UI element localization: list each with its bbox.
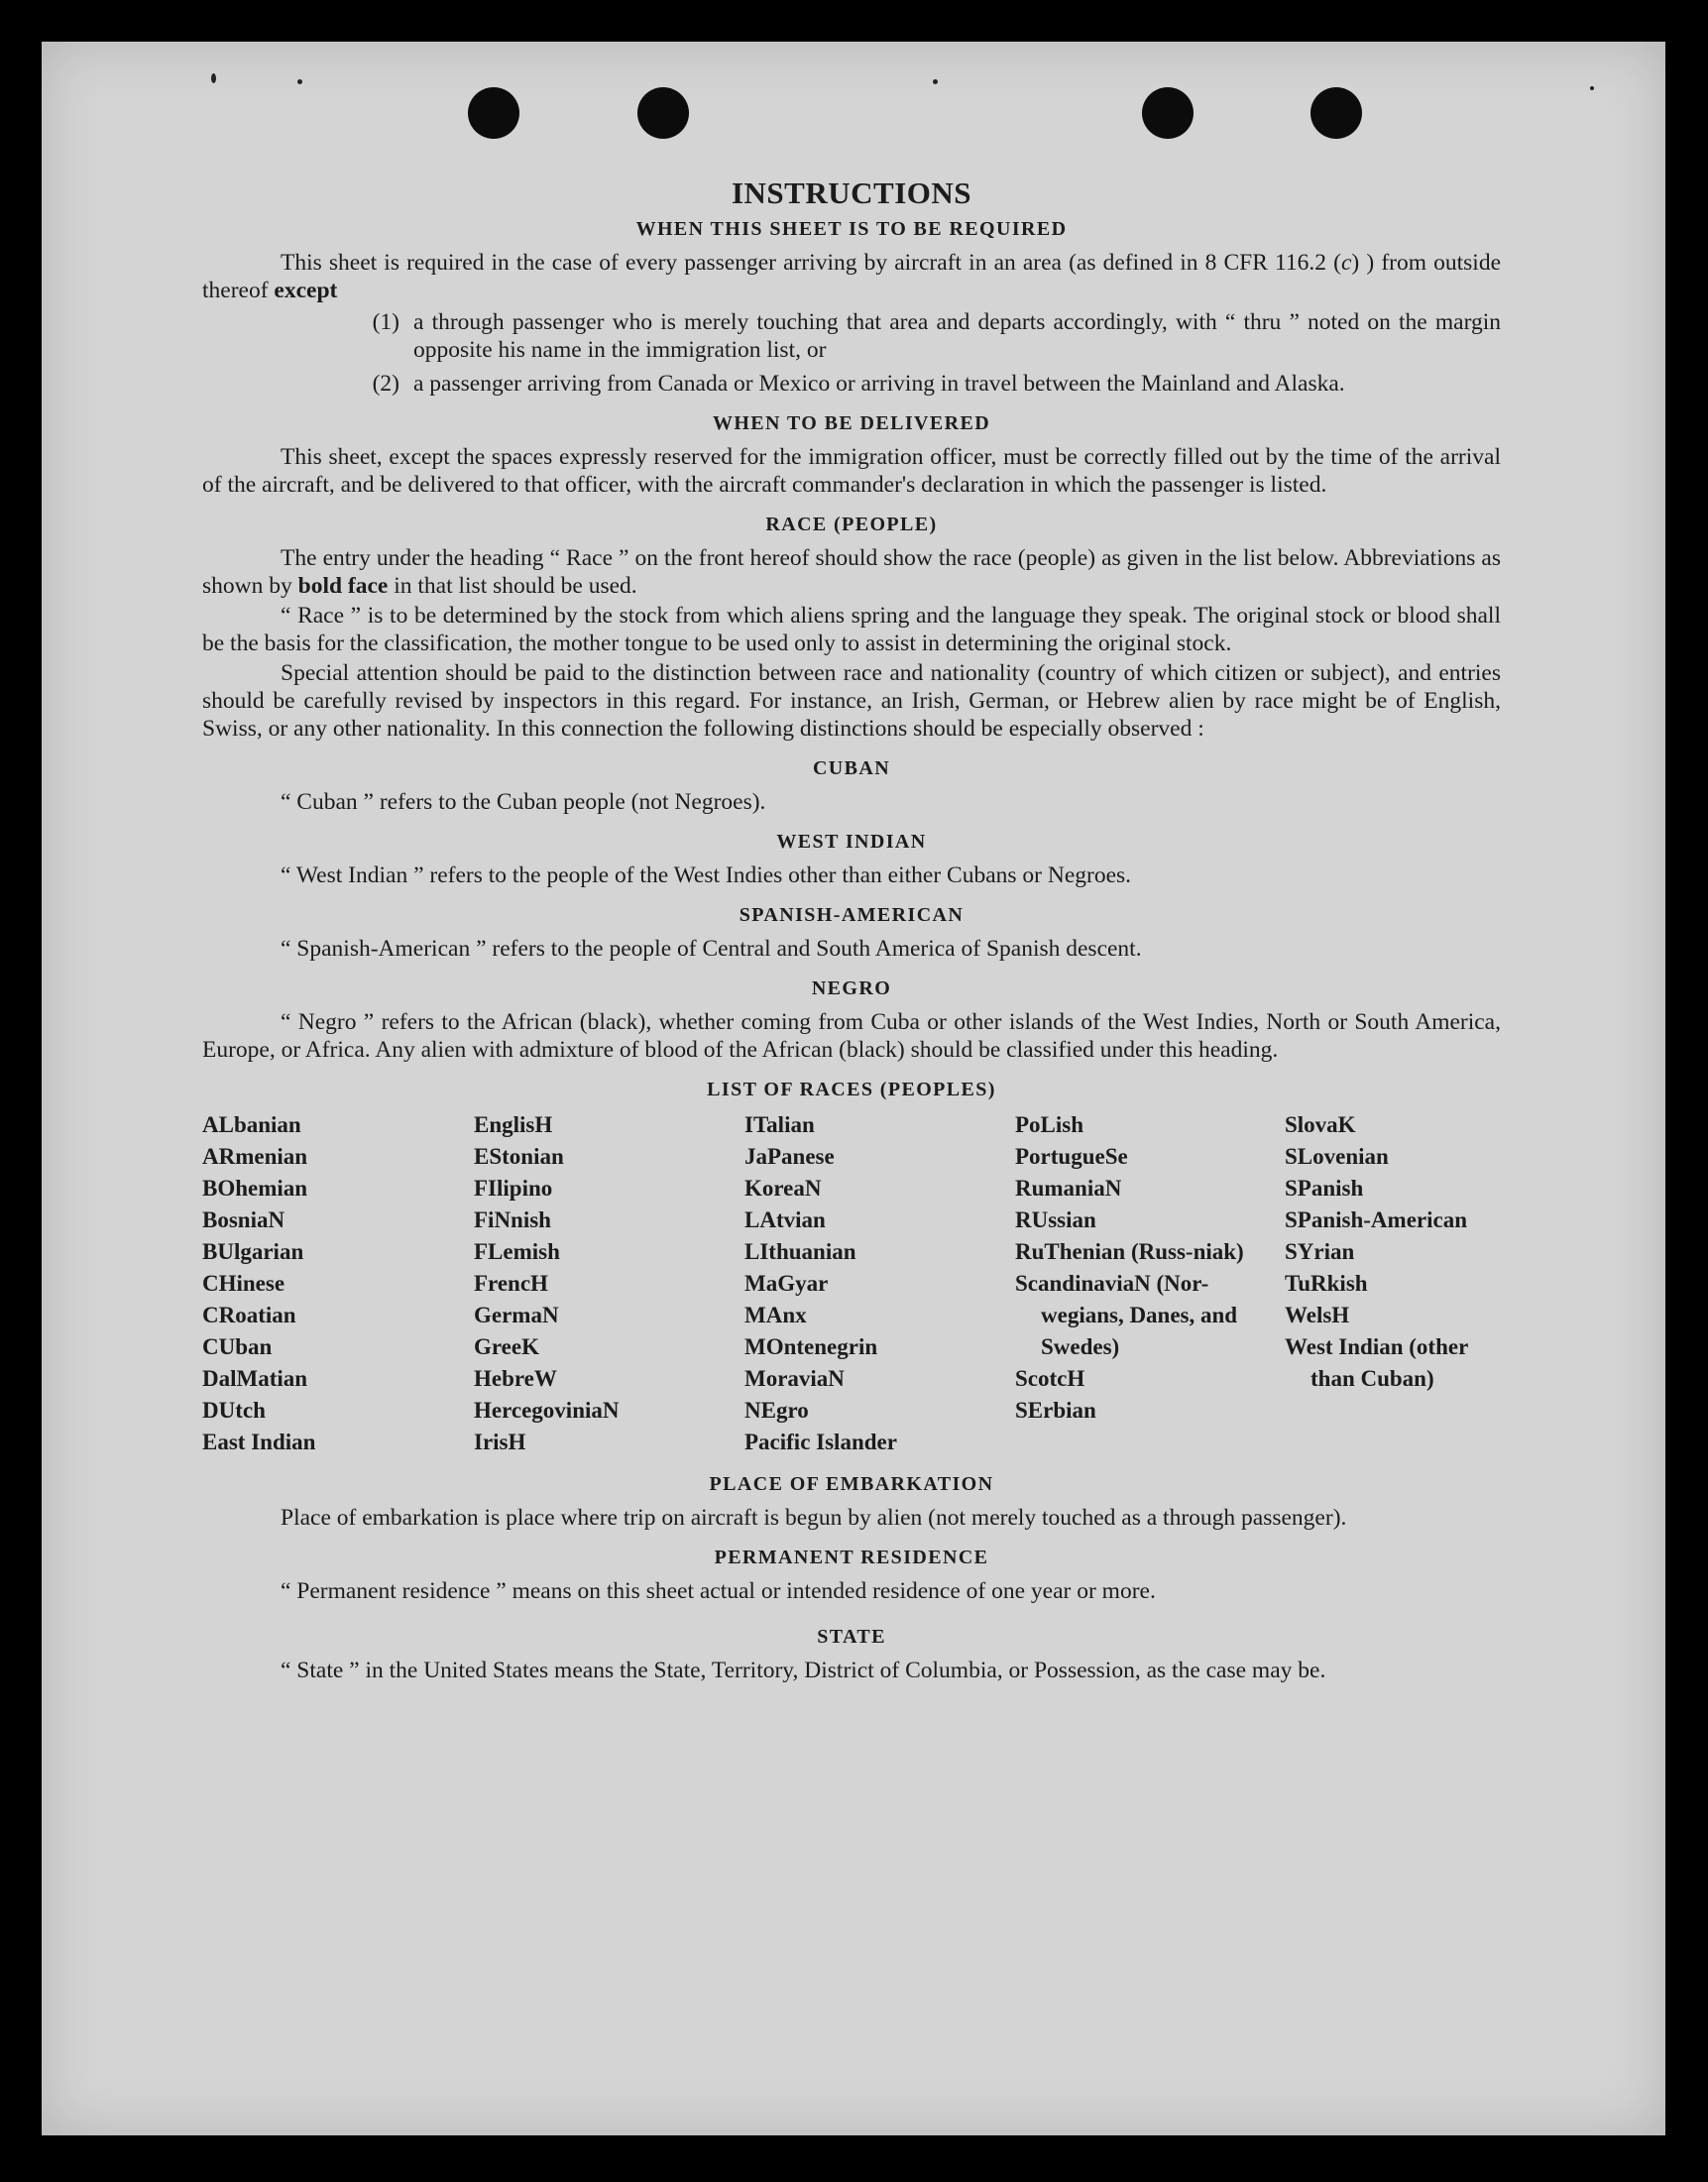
race-entry: MoraviaN xyxy=(744,1366,845,1391)
race-entry: MAnx xyxy=(744,1303,807,1327)
section-heading: WHEN TO BE DELIVERED xyxy=(712,412,991,434)
paragraph: This sheet, except the spaces expressly reserved for the immigration officer, must be correctly filled out by the time of the arrival of the aircraft, and be delivered to that officer, with the aircraft commander's declaration in which the passenger is listed. xyxy=(202,444,1501,498)
section-heading: CUBAN xyxy=(812,757,891,779)
paragraph: “ Permanent residence ” means on this sheet actual or intended residence of one year or more. xyxy=(281,1578,1156,1604)
punch-hole-icon xyxy=(1142,87,1194,139)
race-entry: SErbian xyxy=(1015,1398,1096,1423)
punch-hole-icon xyxy=(1310,87,1362,139)
race-entry: IrisH xyxy=(474,1430,526,1454)
speck-icon xyxy=(1590,86,1594,90)
race-entry: East Indian xyxy=(202,1430,316,1454)
section-heading: PLACE OF EMBARKATION xyxy=(709,1473,994,1495)
section-when-required xyxy=(202,217,1501,398)
race-entry: MaGyar xyxy=(744,1271,829,1296)
race-entry: RUssian xyxy=(1015,1207,1096,1232)
race-entry: FrencH xyxy=(474,1271,548,1296)
race-entry: TuRkish xyxy=(1285,1271,1368,1296)
paragraph: “ Race ” is to be determined by the stock from which aliens spring and the language they speak. The original stock or blood shall be the basis for the classification, the mother tongue to be used only to assist in determining the original stock. xyxy=(202,603,1501,656)
races-table xyxy=(202,1109,1501,1458)
paragraph: The entry under the heading “ Race ” on the front hereof should show the race (people) as given in the list below. Abbreviations as shown by bold face in that list should be used. xyxy=(202,545,1501,599)
paragraph: This sheet is required in the case of every passenger arriving by aircraft in an area (as defined in 8 CFR 116.2 (c) ) from outside thereof except xyxy=(202,250,1502,303)
section-list-of-races xyxy=(202,1078,1501,1458)
section-state xyxy=(202,1625,1501,1684)
list-item-number: (2) xyxy=(372,371,399,397)
document-page xyxy=(42,42,1665,2135)
punch-hole-icon xyxy=(468,87,519,139)
race-entry: DalMatian xyxy=(202,1366,308,1391)
race-entry: HercegoviniaN xyxy=(474,1398,620,1423)
race-entry: FiNnish xyxy=(474,1207,551,1232)
paragraph: “ West Indian ” refers to the people of the West Indies other than either Cubans or Negroes. xyxy=(281,862,1132,888)
race-entry: ARmenian xyxy=(202,1144,308,1169)
paragraph: Special attention should be paid to the distinction between race and nationality (country of which citizen or subject), and entries should be carefully revised by inspectors in this regard. For instance, an Irish, German, or Hebrew alien by race might be of English, Swiss, or any other nationality. In this connection the following distinctions should be especially observed : xyxy=(202,660,1501,742)
races-column xyxy=(202,1109,474,1458)
section-west-indian xyxy=(202,830,1501,889)
section-when-delivered xyxy=(202,411,1501,499)
race-entry: GreeK xyxy=(474,1334,539,1359)
paragraph: “ Cuban ” refers to the Cuban people (not Negroes). xyxy=(281,789,766,815)
section-heading: NEGRO xyxy=(811,977,892,999)
race-entry: SPanish xyxy=(1285,1176,1364,1201)
race-entry: West Indian (other than Cuban) xyxy=(1285,1334,1468,1391)
race-entry: SPanish-American xyxy=(1285,1207,1467,1232)
race-entry: BOhemian xyxy=(202,1176,308,1201)
race-entry: ALbanian xyxy=(202,1112,301,1137)
race-entry: RuThenian (Russ-niak) xyxy=(1015,1239,1244,1264)
races-column xyxy=(744,1109,1015,1458)
section-heading: SPANISH-AMERICAN xyxy=(739,904,965,926)
race-entry: PortugueSe xyxy=(1015,1144,1128,1169)
race-entry: LAtvian xyxy=(744,1207,826,1232)
section-heading: STATE xyxy=(817,1626,886,1648)
page-title: INSTRUCTIONS xyxy=(731,175,971,210)
race-entry: ScandinaviaN (Nor-wegians, Danes, and Swedes) xyxy=(1015,1271,1238,1359)
race-entry: Pacific Islander xyxy=(744,1430,897,1454)
race-entry: WelsH xyxy=(1285,1303,1350,1327)
section-permanent-residence xyxy=(202,1546,1501,1605)
list-item-number: (1) xyxy=(372,309,399,335)
races-column xyxy=(474,1109,744,1458)
race-entry: ITalian xyxy=(744,1112,815,1137)
section-heading: RACE (PEOPLE) xyxy=(765,514,938,535)
speck-icon xyxy=(211,73,216,83)
race-entry: FIlipino xyxy=(474,1176,553,1201)
race-entry: RumaniaN xyxy=(1015,1176,1122,1201)
race-entry: BUlgarian xyxy=(202,1239,304,1264)
section-spanish-american xyxy=(202,903,1501,963)
race-entry: CUban xyxy=(202,1334,273,1359)
race-entry: KoreaN xyxy=(744,1176,822,1201)
race-entry: PoLish xyxy=(1015,1112,1084,1137)
section-race xyxy=(202,513,1501,743)
race-entry: FLemish xyxy=(474,1239,560,1264)
race-entry: JaPanese xyxy=(744,1144,835,1169)
race-entry: SLovenian xyxy=(1285,1144,1389,1169)
race-entry: HebreW xyxy=(474,1366,557,1391)
section-place-of-embarkation xyxy=(202,1472,1501,1532)
race-entry: SYrian xyxy=(1285,1239,1355,1264)
race-entry: EnglisH xyxy=(474,1112,553,1137)
section-heading: LIST OF RACES (PEOPLES) xyxy=(707,1079,996,1100)
paragraph: “ State ” in the United States means the State, Territory, District of Columbia, or Possession, as the case may be. xyxy=(281,1658,1326,1683)
punch-hole-icon xyxy=(637,87,689,139)
section-heading: WEST INDIAN xyxy=(776,831,927,853)
section-cuban xyxy=(202,756,1501,816)
race-entry: MOntenegrin xyxy=(744,1334,878,1359)
speck-icon xyxy=(933,79,938,84)
race-entry: SlovaK xyxy=(1285,1112,1356,1137)
section-heading: WHEN THIS SHEET IS TO BE REQUIRED xyxy=(635,218,1068,240)
section-heading: PERMANENT RESIDENCE xyxy=(714,1547,989,1568)
list-item xyxy=(202,370,1501,398)
race-entry: DUtch xyxy=(202,1398,266,1423)
list-item-text: a passenger arriving from Canada or Mexico or arriving in travel between the Mainland and Alaska. xyxy=(413,371,1345,397)
speck-icon xyxy=(297,79,302,84)
race-entry: BosniaN xyxy=(202,1207,285,1232)
races-column xyxy=(1015,1109,1285,1458)
race-entry: ScotcH xyxy=(1015,1366,1085,1391)
list-item xyxy=(202,308,1501,364)
paragraph: “ Negro ” refers to the African (black), whether coming from Cuba or other islands of the West Indies, North or South America, Europe, or Africa. Any alien with admixture of blood of the African (black) should be classified under this heading. xyxy=(202,1009,1501,1063)
exception-list xyxy=(202,308,1501,398)
race-entry: GermaN xyxy=(474,1303,559,1327)
paragraph: Place of embarkation is place where trip on aircraft is begun by alien (not merely touched as a through passenger). xyxy=(281,1505,1347,1531)
section-negro xyxy=(202,976,1501,1064)
race-entry: EStonian xyxy=(474,1144,564,1169)
races-column xyxy=(1285,1109,1501,1458)
paragraph: “ Spanish-American ” refers to the people of Central and South America of Spanish descent. xyxy=(281,936,1142,962)
instructions-content xyxy=(202,175,1501,1686)
race-entry: CHinese xyxy=(202,1271,285,1296)
race-entry: NEgro xyxy=(744,1398,809,1423)
race-entry: CRoatian xyxy=(202,1303,296,1327)
list-item-text: a through passenger who is merely touching that area and departs accordingly, with “ thru ” noted on the margin opposite his name in the immigration list, or xyxy=(413,309,1501,363)
race-entry: LIthuanian xyxy=(744,1239,856,1264)
